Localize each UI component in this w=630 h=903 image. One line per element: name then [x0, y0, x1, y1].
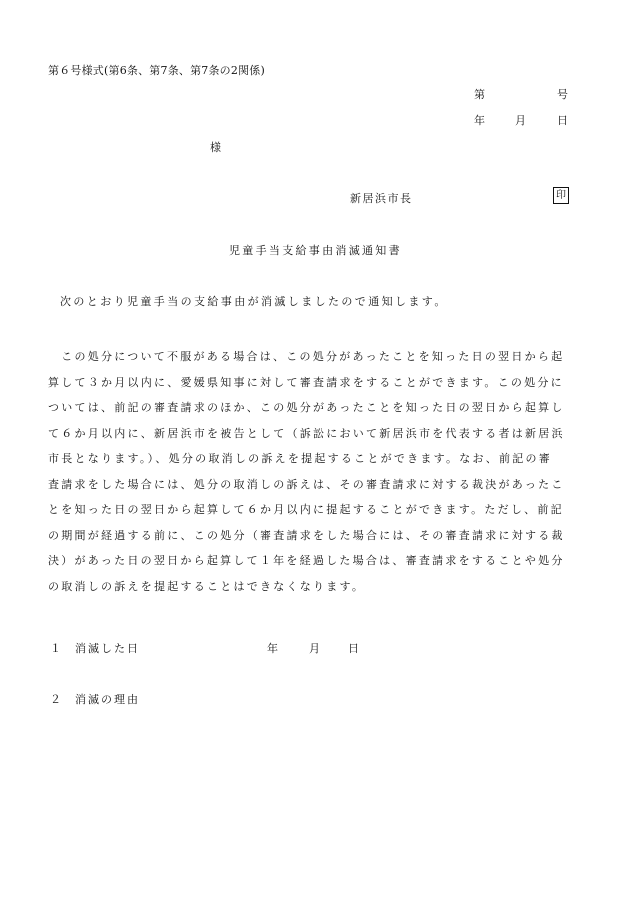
notice-line: 査請求をした場合には、処分の取消しの訴えは、その審査請求に対する裁決があったこ	[48, 477, 565, 491]
issue-date-day-label: 日	[557, 114, 568, 127]
extinction-date-day-label: 日	[348, 642, 359, 655]
intro-sentence: 次のとおり児童手当の支給事由が消滅しましたので通知します。	[60, 295, 448, 308]
doc-number-suffix: 号	[557, 88, 568, 101]
notice-line: ついては、前記の審査請求のほか、この処分があったことを知った日の翌日から起算し	[48, 401, 565, 414]
seal-mark: 印	[553, 187, 569, 204]
notice-line: 市長となります。）、処分の取消しの訴えを提起することができます。なお、前記の審	[48, 452, 552, 465]
item-number-1: １	[50, 642, 61, 655]
extinction-date-year-label: 年	[267, 642, 278, 655]
notice-line: て６か月以内に、新居浜市を被告として（訴訟において新居浜市を代表する者は新居浜	[48, 426, 565, 440]
item-number-2: ２	[50, 693, 61, 706]
issue-date-year-label: 年	[474, 114, 485, 127]
extinction-date-month-label: 月	[309, 642, 320, 655]
item-label-extinction-reason: 消滅の理由	[75, 693, 140, 706]
issue-date-month-label: 月	[515, 114, 526, 127]
notice-line: の期間が経過する前に、この処分（審査請求をした場合には、その審査請求に対する裁	[48, 528, 565, 542]
notice-line: 算して３か月以内に、愛媛県知事に対して審査請求をすることができます。この処分に	[48, 375, 564, 389]
document-title: 児童手当支給事由消滅通知書	[229, 244, 402, 257]
notice-line: の取消しの訴えを提起することはできなくなります。	[48, 579, 366, 593]
form-number: 第６号様式(第6条、第7条、第7条の2関係)	[48, 64, 265, 77]
appeal-notice-paragraph	[48, 344, 574, 599]
notice-line: とを知った日の翌日から起算して６か月以内に提起することができます。ただし、前記	[48, 503, 564, 516]
notice-line: 決）があった日の翌日から起算して１年を経過した場合は、審査請求をすることや処分	[48, 554, 565, 567]
notice-line: この処分について不服がある場合は、この処分があったことを知った日の翌日から起	[48, 350, 565, 363]
item-label-extinction-date: 消滅した日	[75, 642, 140, 655]
sender-name: 新居浜市長	[350, 192, 413, 205]
doc-number-prefix: 第	[474, 88, 485, 101]
addressee-honorific: 様	[210, 141, 221, 154]
